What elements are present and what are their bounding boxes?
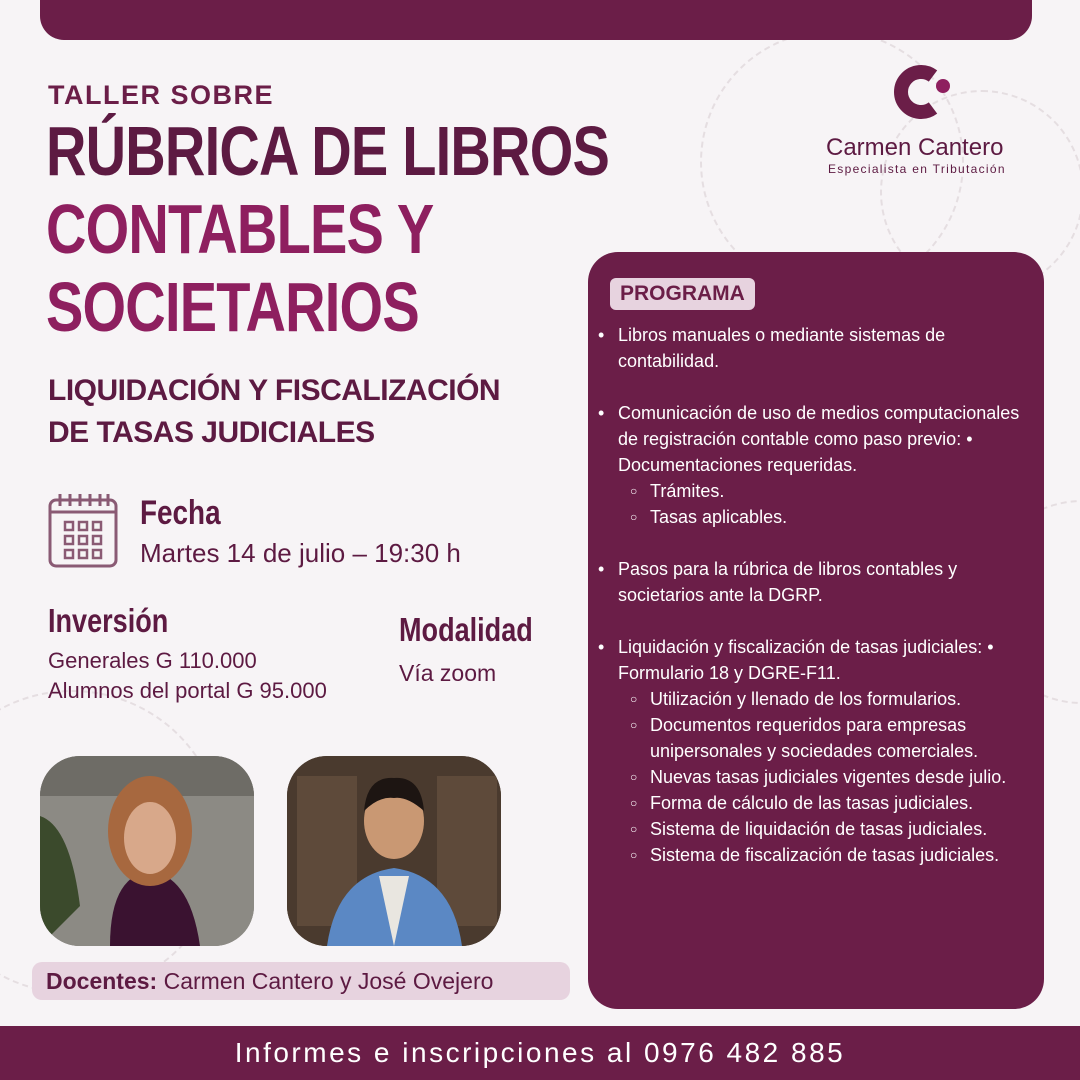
subheadline	[48, 370, 500, 454]
programa-subitem: ○ Sistema de fiscalización de tasas judiciales.	[650, 842, 1024, 868]
programa-subitem: ○ Tasas aplicables.	[650, 504, 1024, 530]
docentes-banner	[32, 962, 570, 1000]
programa-item	[618, 322, 1024, 374]
inversion-price: Generales G 110.000	[48, 648, 257, 673]
subheadline-line: DE TASAS JUDICIALES	[48, 416, 375, 449]
programa-subitem: ○ Forma de cálculo de las tasas judiciales.	[650, 790, 1024, 816]
eyebrow-title: TALLER SOBRE	[48, 80, 274, 110]
programa-subitem: ○ Trámites.	[650, 478, 1024, 504]
calendar-icon	[48, 492, 118, 568]
programa-panel	[588, 252, 1044, 1009]
inversion-price: Alumnos del portal G 95.000	[48, 678, 327, 703]
programa-item-text: • Pasos para la rúbrica de libros contables y societarios ante la DGRP.	[618, 559, 958, 605]
contact-footer: Informes e inscripciones al 0976 482 885	[0, 1026, 1080, 1080]
headline	[46, 112, 609, 346]
headline-line: SOCIETARIOS	[46, 268, 419, 346]
headline-line: RÚBRICA DE LIBROS	[46, 112, 609, 190]
brand-name: Carmen Cantero	[826, 134, 1004, 161]
programa-title: PROGRAMA	[610, 278, 755, 310]
programa-subitem: ○ Utilización y llenado de los formularios.	[650, 686, 1024, 712]
brand-tagline: Especialista en Tributación	[828, 162, 1006, 176]
brand-logo-icon	[893, 64, 957, 120]
programa-subitem: ○ Nuevas tasas judiciales vigentes desde julio.	[650, 764, 1024, 790]
docentes-names: Carmen Cantero y José Ovejero	[163, 968, 494, 994]
programa-subitem: ○ Documentos requeridos para empresas unipersonales y sociedades comerciales.	[650, 712, 1024, 764]
programa-item-text: • Liquidación y fiscalización de tasas judiciales: • Formulario 18 y DGRE-F11.	[618, 637, 994, 683]
programa-item	[618, 556, 1024, 608]
programa-item	[618, 400, 1024, 530]
modalidad-label: Modalidad	[399, 611, 533, 648]
top-bar	[40, 0, 1032, 40]
headline-line: CONTABLES Y	[46, 190, 434, 268]
instructor-photo	[287, 756, 501, 946]
subheadline-line: LIQUIDACIÓN Y FISCALIZACIÓN	[48, 374, 501, 407]
fecha-value: Martes 14 de julio – 19:30 h	[140, 538, 461, 568]
programa-list	[618, 322, 1024, 868]
programa-item-text: • Comunicación de uso de medios computacionales de registración contable como paso previo: • Documentaciones requeridas.	[618, 403, 1020, 475]
fecha-label: Fecha	[140, 494, 221, 532]
modalidad-value: Vía zoom	[399, 660, 497, 686]
programa-sublist	[650, 478, 1024, 530]
programa-item	[618, 634, 1024, 868]
inversion-label: Inversión	[48, 602, 169, 639]
instructor-photo	[40, 756, 254, 946]
docentes-label: Docentes:	[46, 968, 158, 994]
programa-subitem: ○ Sistema de liquidación de tasas judiciales.	[650, 816, 1024, 842]
programa-item-text: • Libros manuales o mediante sistemas de contabilidad.	[618, 325, 946, 371]
programa-sublist	[650, 686, 1024, 868]
